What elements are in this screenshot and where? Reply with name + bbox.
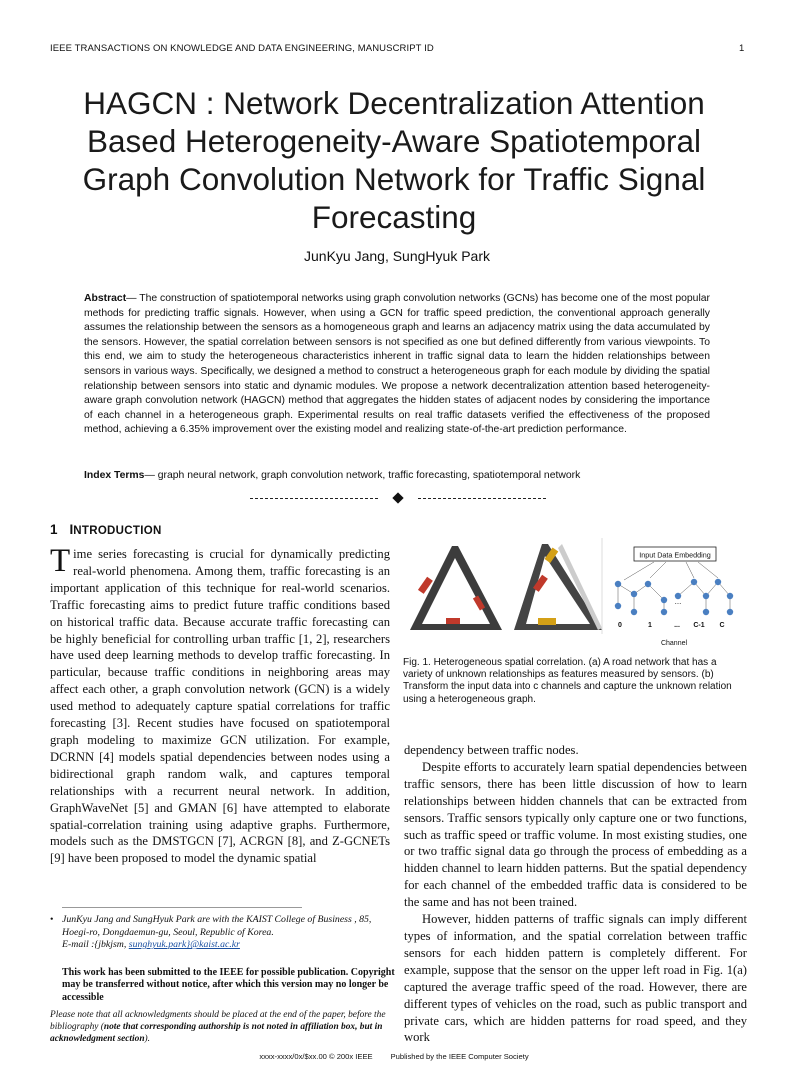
footnote-bullet: • (50, 914, 54, 925)
index-terms-label: Index Terms (84, 470, 145, 481)
paragraph-continued: dependency between traffic nodes. (404, 743, 579, 757)
divider-dashes-right (418, 498, 546, 499)
abstract (84, 292, 710, 438)
embedding-label: Input Data Embedding (639, 550, 711, 560)
running-head: IEEE TRANSACTIONS ON KNOWLEDGE AND DATA ENGINEERING, MANUSCRIPT ID (50, 43, 434, 54)
acknowledgment-note (50, 1009, 390, 1046)
section-heading (50, 522, 162, 537)
figure-1-caption: Fig. 1. Heterogeneous spatial correlation. (a) A road network that has a variety of unknown relationships as features measured by sensors. (b) Transform the input data into c channels and capture the unknown relation using a heterogeneous graph. (403, 657, 732, 705)
channel-axis-label: Channel (660, 640, 688, 647)
footnote-email-prefix: E-mail :{jbkjsm, (62, 939, 129, 951)
body-column-left (50, 543, 390, 867)
body-column-right (404, 742, 747, 1046)
section-divider (250, 491, 546, 505)
index-terms-text: — graph neural network, graph convolution network, traffic forecasting, spatiotemporal network (144, 470, 581, 481)
footnote-rule (62, 907, 302, 908)
figure-1-graphic (402, 538, 744, 650)
paper-title: HAGCN : Network Decentralization Attention Based Heterogeneity-Aware Spatiotemporal Graph Convolution Network for Traffic Signal Forecasting (82, 85, 706, 235)
section-title-rest: NTRODUCTION (73, 525, 162, 537)
section-title-first: I (69, 522, 74, 537)
please-text: Please note that all acknowledgments should be placed at the end of the paper, before the bibliography ( (50, 1010, 386, 1033)
paragraph-3: However, hidden patterns of traffic signals can imply different types of information, and the spatial correlation between traffic sensors for each hidden pattern is completely different. For example, suppose that the sensor on the upper left road in Fig. 1(a) captured the average traffic speed of the road. However, there are different types of vehicles on the road, such as public transport and private cars, which are hidden patterns for road speed, and they work (404, 912, 747, 1045)
page-footer (0, 1052, 788, 1061)
channel-tick-1: 1 (648, 622, 652, 629)
intro-paragraph: ime series forecasting is crucial for dynamically predicting real-world phenomena. Among them, traffic forecasting is an important application of this technique for real-world scenarios. Traffic forecasting aims to predict future traffic conditions based on historical traffic data. Because accurate traffic forecasting can be highly beneficial for controlling urban traffic [1, 2], researchers have used deep learning methods to develop traffic forecasting. In particular, because traffic conditions in neighboring areas may affect each other, a graph convolution network (GCN) is a widely used method to adequately capture spatial correlations for traffic forecasting [3]. Recent studies have focused on spatiotemporal graph modeling to maximize GCN utilization. For example, DCRNN [4] models spatial dependencies between nodes using a bidirectional graph random walk, and captures temporal relationships with a recurrent neural network. In addition, GraphWaveNet [5] and GMAN [6] have attempted to elaborate spatial-correlation training using adaptive graphs. Furthermore, models such as the DMSTGCN [7], ACRGN [8], and Z-GCNETs [9] have been proposed to model the dynamic spatial (50, 547, 390, 866)
graph-ellipsis: ... (674, 597, 682, 606)
section-number: 1 (50, 522, 58, 537)
channel-graph-b (615, 547, 733, 647)
car-red-icon-3 (446, 618, 460, 624)
channel-tick-c: C (719, 622, 725, 629)
channel-tick-0: 0 (618, 622, 622, 629)
road-network-a (410, 544, 602, 630)
divider-diamond-icon (392, 492, 403, 503)
channel-ticks (618, 622, 724, 629)
footnote-affiliation: JunKyu Jang and SungHyuk Park are with the KAIST College of Business , 85, Hoegi-ro, Dongdaemun-gu, Seoul, Republic of Korea. (62, 914, 372, 938)
drop-cap: T (50, 543, 71, 579)
channel-tick-c-minus-1: C-1 (693, 622, 705, 629)
footer-publisher: Published by the IEEE Computer Society (390, 1052, 529, 1061)
paper-authors: JunKyu Jang, SungHyuk Park (304, 248, 490, 264)
footer-copyright: xxxx-xxxx/0x/$xx.00 © 200x IEEE (259, 1052, 373, 1061)
divider-dashes-left (250, 498, 378, 499)
page-number: 1 (739, 43, 745, 54)
abstract-label: Abstract (84, 293, 127, 304)
please-end: ). (144, 1034, 150, 1045)
index-terms (84, 470, 710, 481)
email-link[interactable]: sunghyuk.park}@kaist.ac.kr (128, 939, 240, 951)
ieee-notice: This work has been submitted to the IEEE for possible publication. Copyright may be transferred without notice, after which this version may no longer be accessible (62, 967, 395, 1003)
paragraph-2: Despite efforts to accurately learn spatial dependencies between traffic sensors, there has been little discussion of how to learn relationships between hidden channels that can be extracted from sensors. Traffic sensors typically only capture one or two functions, such as traffic speed or traffic volume. In most existing studies, one or two traffic signal data go through the process of embedding as a hidden channel to learn hidden patterns. But the spatial dependency for each channel of the embedded traffic data is considered to be the same and has not been trained. (404, 759, 747, 910)
figure-1 (402, 538, 744, 650)
bus-yellow-icon-2 (538, 618, 556, 625)
channel-tick-ellipsis: ... (674, 622, 680, 629)
abstract-text: — The construction of spatiotemporal networks using graph convolution networks (GCNs) has become one of the most popular methods for predicting traffic signals. However, when using a GCN for traffic speed prediction, the conventional approach generally assumes the relationship between the sensors as a homogeneous graph and learns an adjacency matrix using the data accumulated by the sensors. However, the spatial correlation between sensors is not specified as one but defined differently from various viewpoints. To this end, we aim to study the heterogeneous characteristics inherent in traffic signal data to learn the hidden relationships between sensors in various ways. Specifically, we designed a method to construct a heterogeneous graph for each module by dividing the spatial relationship between sensors into static and dynamic modules. We propose a network decentralization attention based heterogeneity-aware graph convolution network (HAGCN) method that aggregates the hidden states of adjacent nodes by considering the importance of each channel in a heterogeneous graph. Experimental results on real traffic datasets verified the effectiveness of the proposed method, achieving a 6.35% improvement over the existing model and realizing state-of-the-art prediction performance. (84, 293, 710, 436)
affiliation-footnote (50, 914, 390, 952)
please-bold: note that corresponding authorship is not noted in affiliation box, but in acknowledgment section (50, 1022, 383, 1045)
